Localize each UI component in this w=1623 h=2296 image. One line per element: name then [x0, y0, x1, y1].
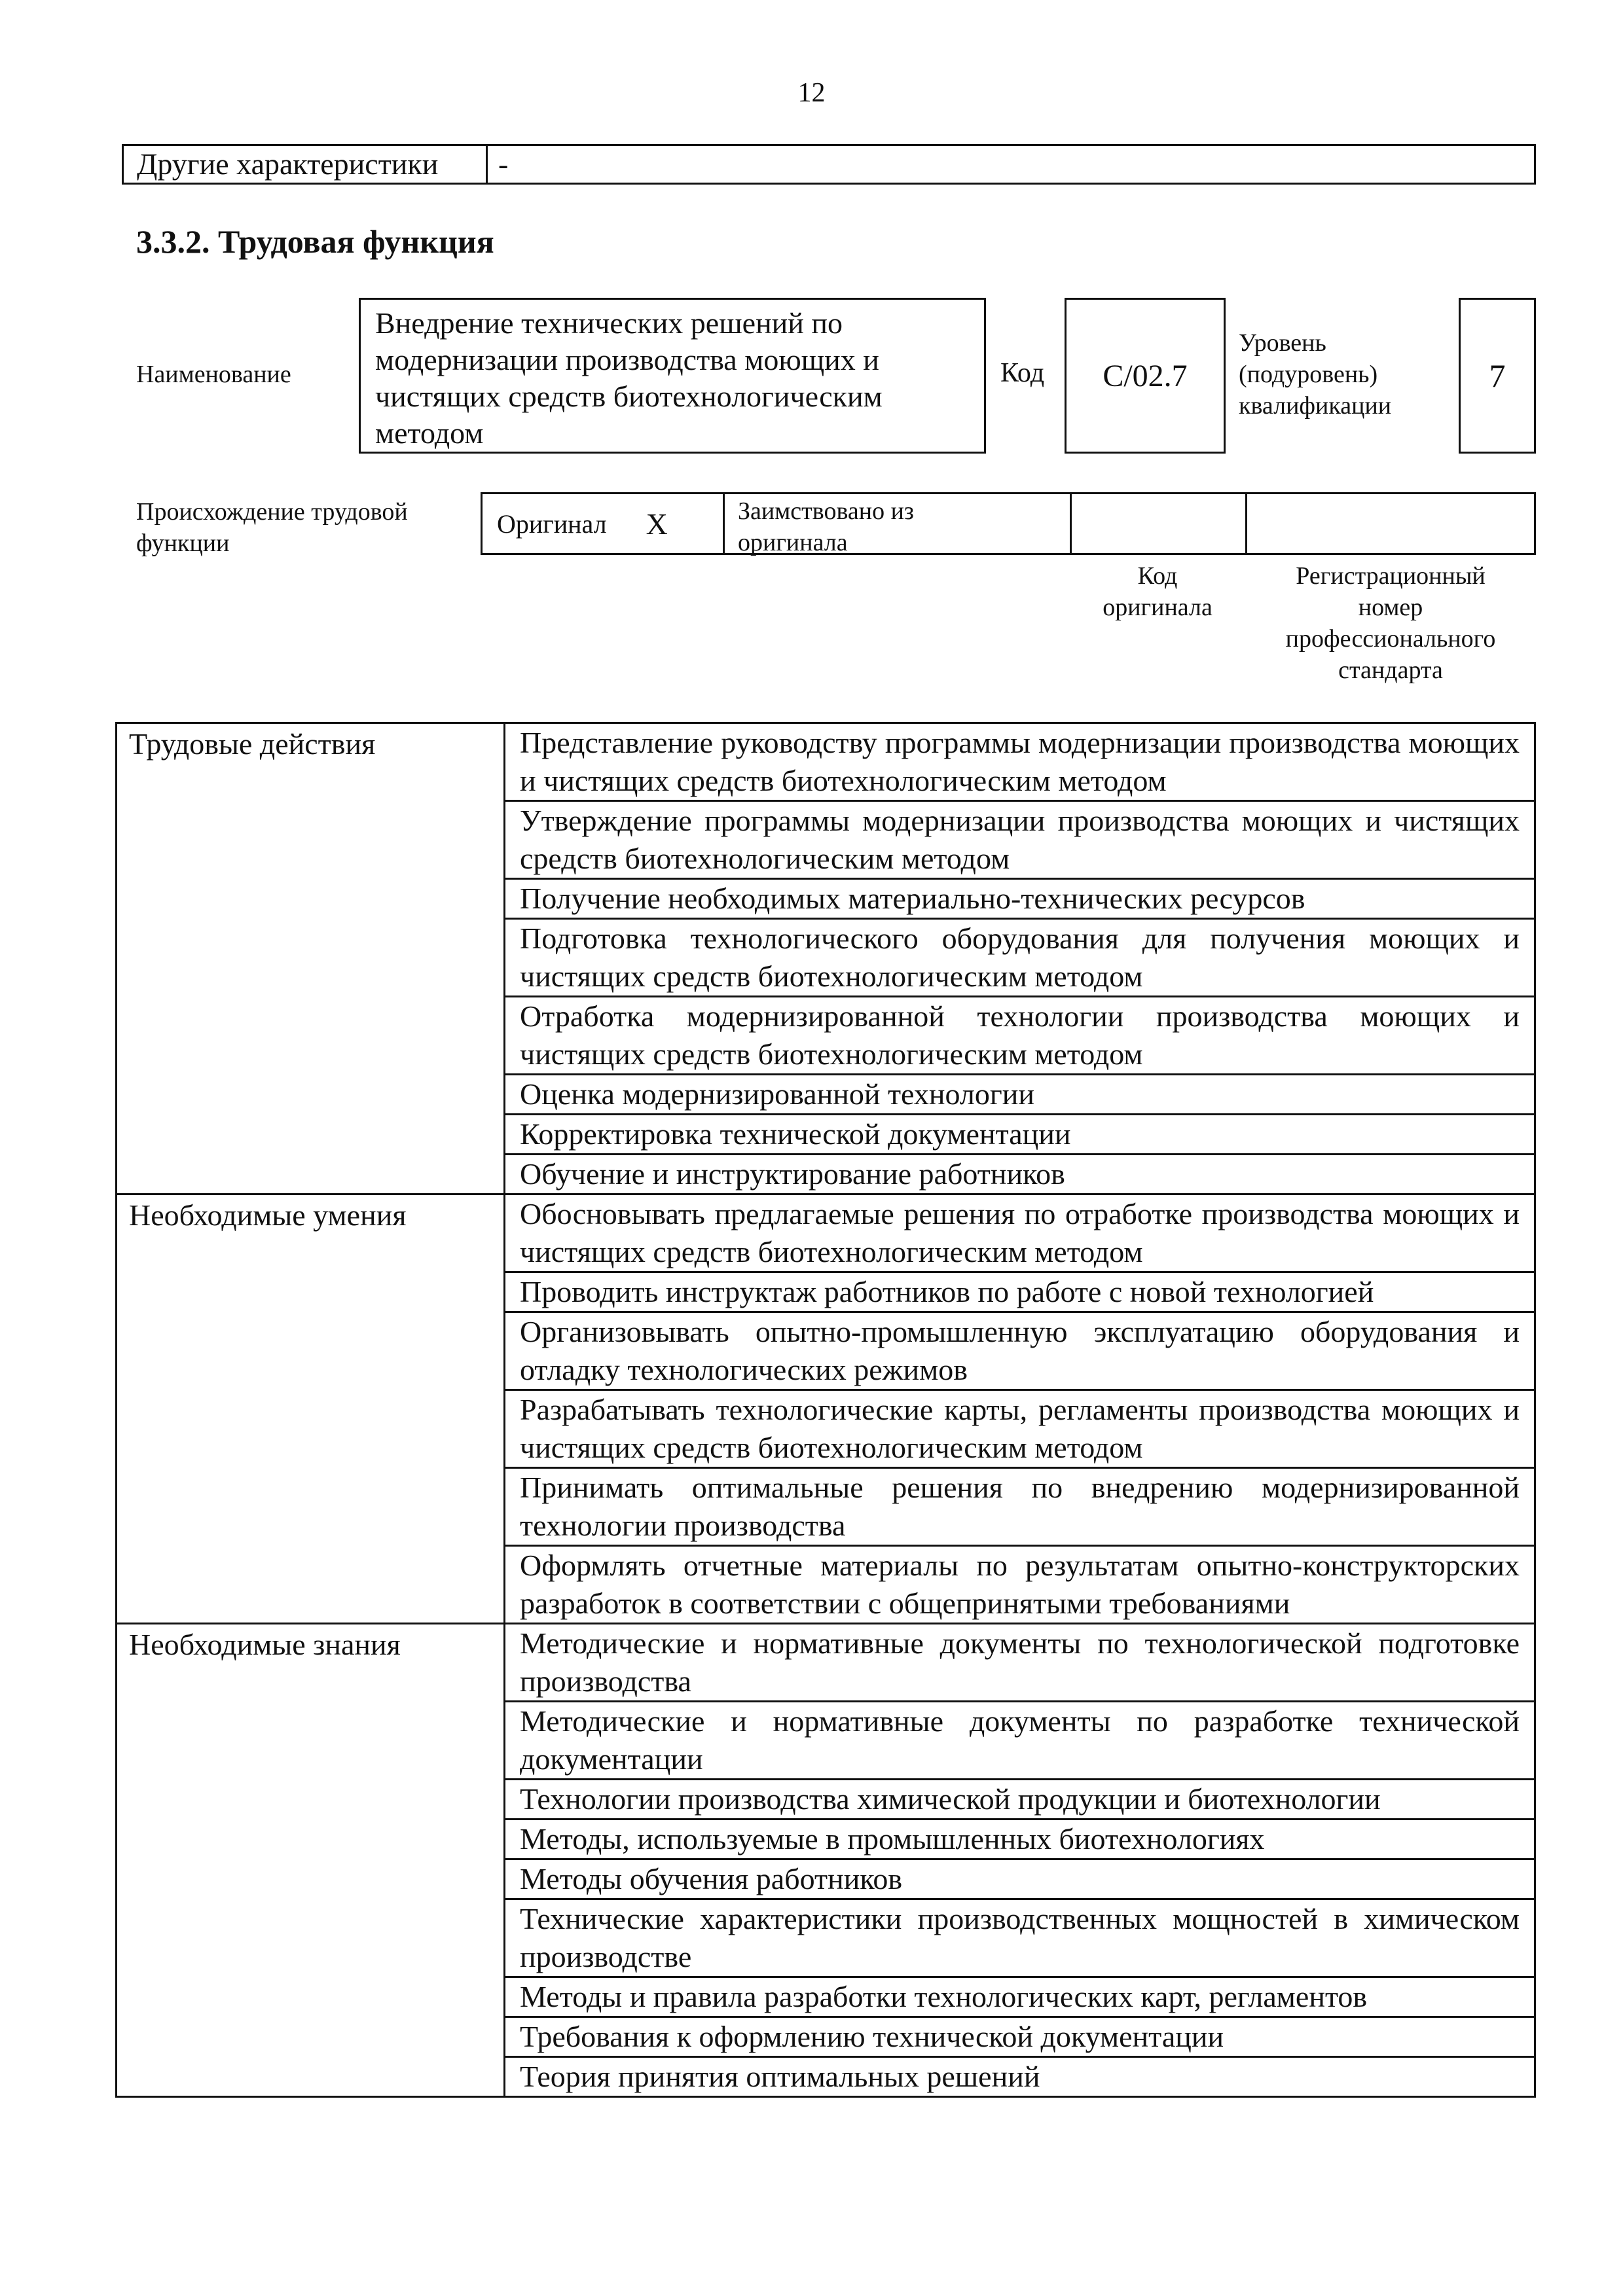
code-label: Код: [1000, 358, 1045, 388]
section-item: Методы обучения работников: [505, 1859, 1535, 1899]
qualification-level-value: 7: [1459, 298, 1536, 454]
section-item: Технологии производства химической продукции и биотехнологии: [505, 1780, 1535, 1820]
qualification-level-label: [1239, 327, 1391, 422]
section-item: Технические характеристики производственных мощностей в химическом производстве: [505, 1899, 1535, 1977]
function-code: C/02.7: [1065, 298, 1226, 454]
section-item: Обучение и инструктирование работников: [505, 1155, 1535, 1194]
origin-label: [136, 496, 408, 559]
caption-line: оригинала: [1103, 594, 1213, 621]
section-category: Трудовые действия: [117, 723, 505, 1194]
caption-line: номер: [1358, 594, 1423, 621]
level-label-line: (подуровень): [1239, 361, 1378, 388]
borrowed-line: Заимствовано из: [738, 497, 914, 525]
section-item: Утверждение программы модернизации производства моющих и чистящих средств биотехнологическим методом: [505, 801, 1535, 879]
original-label: Оригинал: [497, 509, 607, 539]
section-item: Оформлять отчетные материалы по результатам опытно-конструкторских разработок в соответствии с общепринятыми требованиями: [505, 1546, 1535, 1624]
original-code-caption: [1070, 560, 1245, 623]
function-details-table: [115, 722, 1536, 2098]
section-item: Методические и нормативные документы по технологической подготовке производства: [505, 1624, 1535, 1702]
section-item: Обосновывать предлагаемые решения по отработке производства моющих и чистящих средств биотехнологическим методом: [505, 1194, 1535, 1272]
other-characteristics-value: -: [498, 147, 509, 181]
section-item: Методы и правила разработки технологических карт, регламентов: [505, 1977, 1535, 2017]
original-code-cell: [1072, 494, 1247, 553]
level-label-line: Уровень: [1239, 329, 1326, 357]
section-category: Необходимые умения: [117, 1194, 505, 1624]
section-title: 3.3.2. Трудовая функция: [136, 223, 494, 260]
origin-label-line: функции: [136, 529, 230, 557]
other-characteristics-row: [122, 144, 1536, 185]
section-item: Методические и нормативные документы по разработке технической документации: [505, 1702, 1535, 1780]
origin-table: [481, 492, 1536, 555]
page-number: 12: [797, 78, 826, 108]
table-row: [117, 1624, 1535, 1702]
registration-number-caption: [1245, 560, 1536, 686]
section-item: Проводить инструктаж работников по работе с новой технологией: [505, 1272, 1535, 1312]
borrowed-line: оригинала: [738, 529, 848, 556]
caption-line: Регистрационный: [1296, 562, 1486, 590]
caption-line: стандарта: [1338, 656, 1443, 684]
caption-line: Код: [1137, 562, 1178, 590]
table-row: [117, 1194, 1535, 1272]
section-item: Организовывать опытно-промышленную эксплуатацию оборудования и отладку технологических режимов: [505, 1312, 1535, 1390]
section-item: Отработка модернизированной технологии производства моющих и чистящих средств биотехнологическим методом: [505, 997, 1535, 1075]
registration-number-cell: [1247, 494, 1536, 553]
function-name: Внедрение технических решений по модернизации производства моющих и чистящих средств биотехнологическим методом: [359, 298, 986, 454]
section-item: Принимать оптимальные решения по внедрению модернизированной технологии производства: [505, 1468, 1535, 1546]
section-item: Разрабатывать технологические карты, регламенты производства моющих и чистящих средств биотехнологическим методом: [505, 1390, 1535, 1468]
other-characteristics-label: Другие характеристики: [124, 146, 488, 183]
original-mark: X: [646, 507, 668, 541]
section-item: Получение необходимых материально-технических ресурсов: [505, 879, 1535, 919]
section-category: Необходимые знания: [117, 1624, 505, 2097]
table-row: [117, 723, 1535, 801]
section-item: Методы, используемые в промышленных биотехнологиях: [505, 1820, 1535, 1859]
section-item: Корректировка технической документации: [505, 1115, 1535, 1155]
origin-original-cell: [483, 494, 725, 553]
level-label-line: квалификации: [1239, 392, 1392, 420]
section-item: Оценка модернизированной технологии: [505, 1075, 1535, 1115]
section-item: Подготовка технологического оборудования для получения моющих и чистящих средств биотехнологическим методом: [505, 919, 1535, 997]
section-item: Требования к оформлению технической документации: [505, 2017, 1535, 2057]
section-item: Теория принятия оптимальных решений: [505, 2057, 1535, 2097]
caption-line: профессионального: [1285, 625, 1496, 653]
name-label: Наименование: [136, 361, 291, 388]
origin-borrowed-cell: [725, 494, 1072, 556]
origin-label-line: Происхождение трудовой: [136, 498, 408, 526]
section-item: Представление руководству программы модернизации производства моющих и чистящих средств биотехнологическим методом: [505, 723, 1535, 801]
